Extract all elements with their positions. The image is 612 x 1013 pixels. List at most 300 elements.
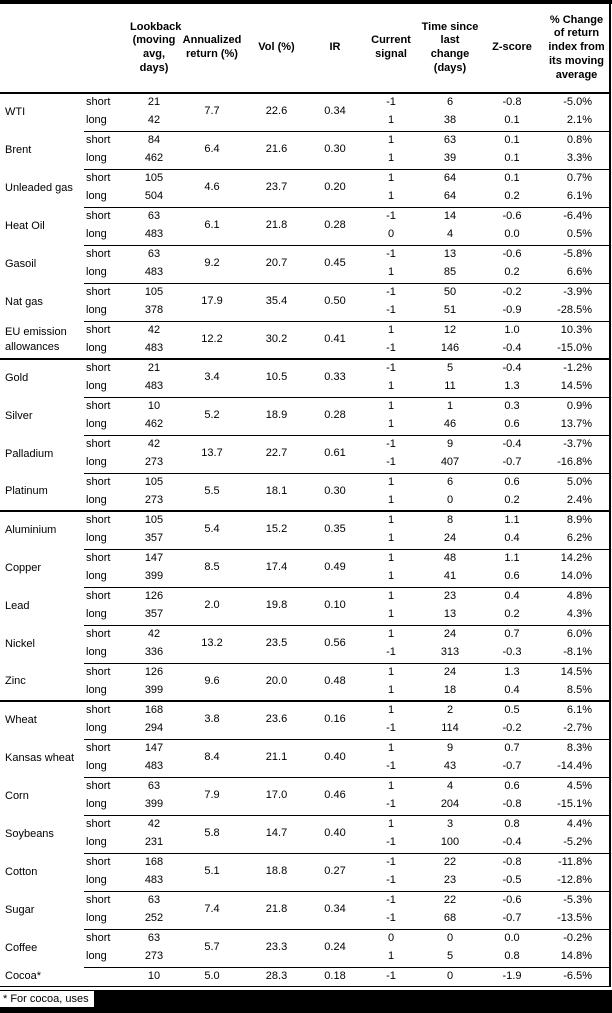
commodity-name: Nickel — [5, 637, 35, 650]
cell-lookback: 273 — [144, 494, 164, 507]
cell-time-since-change: 100 — [440, 836, 460, 849]
cell-lookback: 21 — [147, 96, 161, 109]
table-row — [0, 815, 610, 834]
position-type: short — [84, 207, 129, 226]
cell-z-score: 0.2 — [504, 266, 520, 279]
cell-lookback: 483 — [144, 760, 164, 773]
cell-vol: 21.8 — [245, 891, 308, 929]
cell-current-signal: -1 — [386, 874, 396, 887]
cell-ir: 0.35 — [308, 511, 362, 549]
cell-current-signal: 1 — [387, 190, 395, 203]
cell-pct-change: 14.2% — [544, 549, 610, 568]
cell-time-since-change: 39 — [443, 152, 457, 165]
cell-z-score: -0.7 — [502, 760, 522, 773]
cell-ir: 0.45 — [308, 245, 362, 283]
position-type: long — [86, 798, 107, 811]
cell-current-signal: 1 — [387, 684, 395, 697]
commodity-name: Soybeans — [5, 827, 54, 840]
cell-z-score: 0.1 — [480, 169, 544, 188]
cell-current-signal: 1 — [362, 321, 420, 340]
cell-current-signal: 1 — [387, 532, 395, 545]
cell-pct-change: -5.3% — [544, 891, 610, 910]
position-type: short — [84, 891, 129, 910]
cell-current-signal: 1 — [362, 701, 420, 720]
cell-lookback: 273 — [144, 950, 164, 963]
cell-current-signal: 1 — [362, 739, 420, 758]
cell-lookback: 399 — [144, 684, 164, 697]
cell-current-signal: 1 — [362, 815, 420, 834]
cell-current-signal: 1 — [362, 397, 420, 416]
table-row — [0, 701, 610, 720]
cell-time-since-change: 43 — [443, 760, 457, 773]
cell-ir: 0.16 — [308, 701, 362, 739]
table-row — [0, 929, 610, 948]
commodity-name: Gasoil — [5, 257, 37, 270]
cell-ir: 0.10 — [308, 587, 362, 625]
cell-pct-change: 0.8% — [544, 131, 610, 150]
cell-ir: 0.50 — [308, 283, 362, 321]
cell-ir: 0.46 — [308, 777, 362, 815]
cell-lookback: 168 — [129, 853, 179, 872]
cell-z-score: 0.4 — [504, 532, 520, 545]
commodity-name: Unleaded gas — [5, 181, 73, 194]
cell-vol: 18.8 — [245, 853, 308, 891]
cell-current-signal: -1 — [362, 891, 420, 910]
cell-pct-change: 6.0% — [544, 625, 610, 644]
cell-annualized-return: 7.4 — [179, 891, 245, 929]
cell-pct-change: 6.1% — [544, 188, 610, 207]
cell-annualized-return: 5.5 — [179, 473, 245, 511]
cell-current-signal: 1 — [387, 494, 395, 507]
cell-current-signal: -1 — [386, 456, 396, 469]
cell-time-since-change: 22 — [420, 891, 480, 910]
position-type: short — [84, 549, 129, 568]
col-header-annualized-return: Annualized return (%) — [179, 4, 245, 93]
table-row — [0, 245, 610, 264]
cell-z-score: 0.3 — [480, 397, 544, 416]
cell-pct-change: -12.8% — [544, 872, 610, 891]
table-row — [0, 359, 610, 378]
cell-annualized-return: 6.1 — [179, 207, 245, 245]
table-row — [0, 473, 610, 492]
cell-vol: 17.4 — [245, 549, 308, 587]
table-row — [0, 967, 610, 986]
position-type: long — [86, 304, 107, 317]
position-type: short — [84, 397, 129, 416]
table-body — [0, 93, 610, 986]
cell-z-score: -0.9 — [502, 304, 522, 317]
position-type: short — [84, 359, 129, 378]
cell-z-score: 0.7 — [480, 739, 544, 758]
cell-z-score: 1.3 — [480, 663, 544, 682]
cell-lookback: 483 — [144, 380, 164, 393]
cell-z-score: 1.1 — [480, 511, 544, 530]
position-type: short — [84, 587, 129, 606]
col-header-commodity — [0, 4, 84, 93]
cell-pct-change: -28.5% — [544, 302, 610, 321]
table-row — [0, 435, 610, 454]
col-header-z-score: Z-score — [480, 4, 544, 93]
cell-z-score: 0.7 — [480, 625, 544, 644]
cell-current-signal: 1 — [387, 266, 395, 279]
cell-lookback: 504 — [144, 190, 164, 203]
cell-annualized-return: 8.5 — [179, 549, 245, 587]
cell-lookback: 483 — [144, 874, 164, 887]
cell-vol: 15.2 — [245, 511, 308, 549]
cell-vol: 23.3 — [245, 929, 308, 967]
cell-annualized-return: 5.7 — [179, 929, 245, 967]
commodity-name: Copper — [5, 561, 42, 574]
cell-lookback: 378 — [144, 304, 164, 317]
position-type: long — [86, 836, 107, 849]
cell-time-since-change: 85 — [443, 266, 457, 279]
cell-time-since-change: 64 — [443, 190, 457, 203]
cell-z-score: -0.8 — [480, 853, 544, 872]
table-row — [0, 283, 610, 302]
table-row — [0, 207, 610, 226]
cell-lookback: 168 — [129, 701, 179, 720]
table-row — [0, 777, 610, 796]
position-type: short — [84, 625, 129, 644]
cell-annualized-return: 3.8 — [179, 701, 245, 739]
cell-lookback: 273 — [144, 456, 164, 469]
cell-vol: 22.6 — [265, 105, 288, 118]
cell-z-score: -0.7 — [502, 456, 522, 469]
cell-z-score: 0.5 — [480, 701, 544, 720]
cell-z-score: 1.1 — [480, 549, 544, 568]
cell-lookback: 147 — [129, 739, 179, 758]
cell-current-signal: -1 — [386, 798, 396, 811]
cell-current-signal: -1 — [386, 836, 396, 849]
cell-lookback: 126 — [129, 587, 179, 606]
col-header-time-since-change: Time since last change (days) — [420, 4, 480, 93]
col-header-current-signal: Current signal — [362, 4, 420, 93]
cell-annualized-return: 17.9 — [179, 283, 245, 321]
cell-annualized-return: 13.2 — [179, 625, 245, 663]
cell-lookback: 357 — [144, 608, 164, 621]
cell-lookback: 63 — [129, 777, 179, 796]
cell-current-signal: 1 — [387, 418, 395, 431]
cell-z-score: -0.6 — [480, 245, 544, 264]
commodity-name: Sugar — [5, 903, 35, 916]
table-row — [0, 739, 610, 758]
cell-time-since-change: 407 — [440, 456, 460, 469]
cell-vol: 20.0 — [245, 663, 308, 701]
cell-lookback: 63 — [129, 929, 179, 948]
cell-time-since-change: 11 — [444, 380, 456, 393]
cell-pct-change: 3.3% — [544, 150, 610, 169]
cell-vol: 19.8 — [245, 587, 308, 625]
cell-ir: 0.20 — [308, 169, 362, 207]
cell-pct-change: 2.4% — [544, 492, 610, 511]
cell-z-score: -0.4 — [480, 359, 544, 378]
cell-ir: 0.28 — [308, 397, 362, 435]
cell-time-since-change: 41 — [443, 570, 457, 583]
position-type: long — [86, 266, 107, 279]
position-type: long — [86, 342, 107, 355]
cell-vol: 35.4 — [245, 283, 308, 321]
cell-z-score: 0.1 — [504, 114, 520, 127]
cell-annualized-return: 5.0 — [179, 967, 245, 986]
cell-pct-change: 10.3% — [544, 321, 610, 340]
cell-current-signal: -1 — [362, 967, 420, 986]
commodity-name: Kansas wheat — [5, 751, 75, 764]
cell-lookback: 84 — [129, 131, 179, 150]
cell-lookback: 42 — [147, 114, 161, 127]
cell-annualized-return: 13.7 — [179, 435, 245, 473]
cell-pct-change: -3.7% — [544, 435, 610, 454]
cell-vol: 17.0 — [245, 777, 308, 815]
position-type: long — [86, 646, 107, 659]
cell-z-score: 0.2 — [504, 494, 520, 507]
cell-time-since-change: 12 — [420, 321, 480, 340]
cell-current-signal: 1 — [362, 587, 420, 606]
cell-current-signal: -1 — [386, 760, 396, 773]
cell-z-score: 0.6 — [504, 570, 520, 583]
cell-z-score: -0.4 — [502, 342, 522, 355]
cell-vol: 23.7 — [245, 169, 308, 207]
cell-pct-change: 14.5% — [544, 378, 610, 397]
table-row — [0, 663, 610, 682]
position-type: long — [86, 152, 107, 165]
cell-pct-change: -15.0% — [544, 340, 610, 359]
cell-time-since-change: 0 — [446, 494, 454, 507]
cell-z-score: -0.8 — [502, 798, 522, 811]
cell-current-signal: 1 — [362, 777, 420, 796]
cell-lookback: 42 — [129, 625, 179, 644]
cell-lookback: 105 — [129, 511, 179, 530]
cell-vol: 21.1 — [245, 739, 308, 777]
cell-ir: 0.18 — [308, 967, 362, 986]
cell-vol: 18.9 — [245, 397, 308, 435]
cell-pct-change: -2.7% — [544, 720, 610, 739]
cell-vol: 14.7 — [245, 815, 308, 853]
col-header-lookback: Lookback (moving avg, days) — [129, 4, 179, 93]
cell-time-since-change: 13 — [420, 245, 480, 264]
position-type — [84, 967, 129, 986]
cell-time-since-change: 24 — [420, 625, 480, 644]
cell-ir: 0.40 — [308, 815, 362, 853]
col-header-ir: IR — [308, 4, 362, 93]
cell-current-signal: -1 — [386, 304, 396, 317]
cell-pct-change: -13.5% — [544, 910, 610, 929]
cell-annualized-return: 9.2 — [179, 245, 245, 283]
cell-lookback: 252 — [144, 912, 164, 925]
cell-current-signal: -1 — [362, 435, 420, 454]
cell-lookback: 462 — [144, 152, 164, 165]
cell-pct-change: -14.4% — [544, 758, 610, 777]
table-row — [0, 93, 610, 112]
cell-current-signal: -1 — [362, 283, 420, 302]
cell-ir: 0.34 — [308, 891, 362, 929]
cell-time-since-change: 114 — [441, 722, 459, 735]
cell-lookback: 357 — [144, 532, 164, 545]
commodity-name: Aluminium — [0, 511, 84, 549]
cell-time-since-change: 68 — [443, 912, 457, 925]
cell-pct-change: 14.8% — [544, 948, 610, 967]
cell-z-score: -0.6 — [480, 207, 544, 226]
position-type: long — [86, 380, 107, 393]
commodity-name: Platinum — [5, 485, 48, 498]
cell-z-score: -0.4 — [480, 435, 544, 454]
cell-annualized-return: 7.7 — [204, 105, 220, 118]
cell-lookback: 462 — [144, 418, 164, 431]
position-type: long — [86, 456, 107, 469]
commodity-name: Nat gas — [5, 295, 43, 308]
cell-current-signal: 1 — [362, 473, 420, 492]
cell-time-since-change: 22 — [420, 853, 480, 872]
cell-annualized-return: 5.4 — [179, 511, 245, 549]
position-type: long — [86, 532, 107, 545]
cell-z-score: -0.8 — [502, 96, 522, 109]
position-type: short — [84, 853, 129, 872]
cell-pct-change: 8.3% — [544, 739, 610, 758]
cell-ir: 0.28 — [308, 207, 362, 245]
position-type: short — [84, 283, 129, 302]
cell-vol: 28.3 — [245, 967, 308, 986]
table-row — [0, 549, 610, 568]
position-type: long — [86, 912, 107, 925]
position-type: short — [84, 473, 129, 492]
table-row — [0, 321, 610, 340]
cell-pct-change: -1.2% — [544, 359, 610, 378]
table-row — [0, 511, 610, 530]
cell-current-signal: 1 — [362, 625, 420, 644]
cell-current-signal: 0 — [387, 228, 395, 241]
commodity-name: Wheat — [0, 701, 84, 739]
cell-z-score: 0.1 — [480, 131, 544, 150]
commodity-name: Palladium — [5, 447, 54, 460]
commodity-name: EU emission allowances — [5, 326, 67, 353]
cell-lookback: 10 — [129, 397, 179, 416]
col-header-position — [84, 4, 129, 93]
cell-z-score: -1.9 — [480, 967, 544, 986]
cell-annualized-return: 4.6 — [179, 169, 245, 207]
commodity-name: Lead — [5, 599, 30, 612]
cell-time-since-change: 146 — [440, 342, 460, 355]
cell-lookback: 42 — [129, 435, 179, 454]
cell-time-since-change: 313 — [440, 646, 460, 659]
cell-time-since-change: 0 — [420, 967, 480, 986]
cell-time-since-change: 2 — [420, 701, 480, 720]
position-type: short — [84, 663, 129, 682]
cell-z-score: 0.6 — [504, 418, 520, 431]
cell-pct-change: -5.0% — [544, 93, 610, 112]
cell-current-signal: 1 — [362, 169, 420, 188]
table-row — [0, 397, 610, 416]
position-type: long — [86, 228, 107, 241]
cell-pct-change: -6.4% — [544, 207, 610, 226]
cell-z-score: 0.0 — [480, 929, 544, 948]
cell-current-signal: 1 — [387, 570, 395, 583]
cell-ir: 0.24 — [308, 929, 362, 967]
cell-current-signal: 1 — [387, 950, 395, 963]
cell-current-signal: 1 — [362, 131, 420, 150]
position-type: long — [86, 760, 107, 773]
position-type: long — [86, 608, 107, 621]
commodity-name: Corn — [5, 789, 29, 802]
cell-pct-change: -16.8% — [544, 454, 610, 473]
cell-pct-change: 6.1% — [544, 701, 610, 720]
cell-pct-change: 4.3% — [544, 606, 610, 625]
cell-current-signal: -1 — [362, 359, 420, 378]
cell-pct-change: 13.7% — [544, 416, 610, 435]
cell-pct-change: 6.2% — [544, 530, 610, 549]
cell-ir: 0.30 — [308, 473, 362, 511]
cell-current-signal: 1 — [362, 663, 420, 682]
cell-pct-change: 4.8% — [544, 587, 610, 606]
position-type: long — [86, 950, 107, 963]
cell-pct-change: -5.8% — [544, 245, 610, 264]
cell-z-score: -0.2 — [502, 722, 522, 735]
cell-current-signal: -1 — [386, 912, 396, 925]
position-type: short — [84, 739, 129, 758]
cell-time-since-change: 64 — [420, 169, 480, 188]
cell-lookback: 10 — [129, 967, 179, 986]
cell-time-since-change: 14 — [420, 207, 480, 226]
position-type: long — [86, 570, 107, 583]
footer-bar — [0, 990, 612, 1013]
cell-ir: 0.33 — [308, 359, 362, 397]
cell-vol: 21.8 — [245, 207, 308, 245]
cell-time-since-change: 1 — [420, 397, 480, 416]
table-row — [0, 131, 610, 150]
cell-ir: 0.61 — [308, 435, 362, 473]
cell-pct-change: -6.5% — [544, 967, 610, 986]
cell-pct-change: -15.1% — [544, 796, 610, 815]
cell-vol: 23.6 — [245, 701, 308, 739]
cell-time-since-change: 5 — [420, 359, 480, 378]
cell-z-score: 0.2 — [504, 608, 520, 621]
commodity-name: Brent — [5, 143, 32, 156]
position-type: short — [84, 815, 129, 834]
table-row — [0, 587, 610, 606]
position-type: long — [86, 874, 107, 887]
position-type: short — [84, 777, 129, 796]
position-type: long — [86, 418, 107, 431]
col-header-pct-change: % Change of return index from its moving average — [544, 4, 610, 93]
momentum-signals-table — [0, 4, 611, 987]
cell-lookback: 483 — [144, 228, 164, 241]
cell-time-since-change: 4 — [420, 777, 480, 796]
cell-lookback: 147 — [129, 549, 179, 568]
cell-z-score: -0.4 — [502, 836, 522, 849]
cell-ir: 0.41 — [308, 321, 362, 359]
cell-current-signal: 1 — [387, 114, 395, 127]
position-type: short — [84, 321, 129, 340]
cell-annualized-return: 3.4 — [179, 359, 245, 397]
cell-lookback: 231 — [144, 836, 164, 849]
cell-time-since-change: 24 — [420, 663, 480, 682]
cell-current-signal: 1 — [387, 152, 395, 165]
cell-time-since-change: 48 — [420, 549, 480, 568]
cell-time-since-change: 13 — [443, 608, 457, 621]
cell-lookback: 42 — [129, 815, 179, 834]
cell-lookback: 105 — [129, 169, 179, 188]
position-type: long — [86, 684, 107, 697]
position-type: short — [84, 511, 129, 530]
cell-lookback: 63 — [129, 891, 179, 910]
cell-z-score: 0.2 — [504, 190, 520, 203]
cell-annualized-return: 12.2 — [179, 321, 245, 359]
cell-z-score: 0.8 — [504, 950, 520, 963]
cell-z-score: -0.7 — [502, 912, 522, 925]
cell-current-signal: -1 — [386, 722, 396, 735]
cell-time-since-change: 18 — [443, 684, 457, 697]
cell-time-since-change: 0 — [420, 929, 480, 948]
cell-lookback: 63 — [129, 207, 179, 226]
cell-time-since-change: 24 — [443, 532, 457, 545]
